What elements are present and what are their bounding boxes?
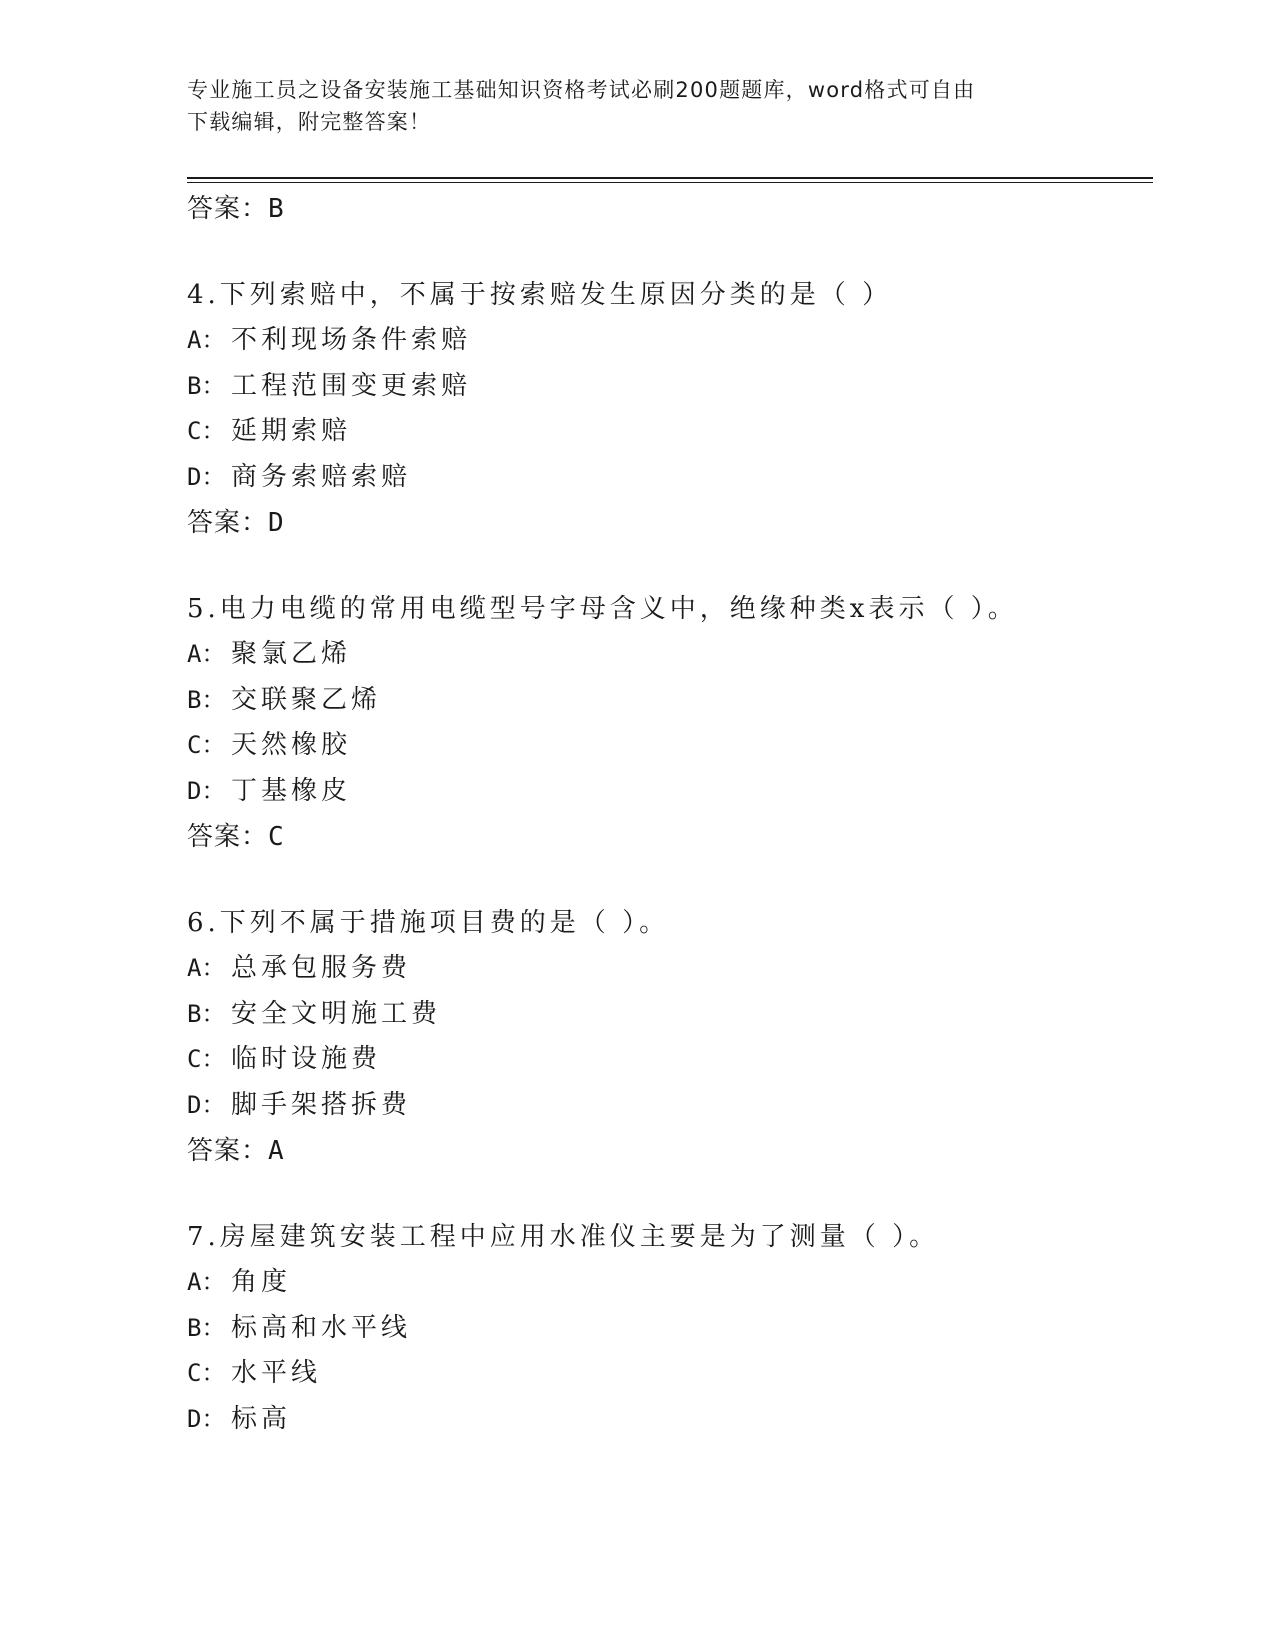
option-key: B： bbox=[187, 685, 226, 714]
header-divider-thin bbox=[187, 182, 1153, 183]
header-line-1: 专业施工员之设备安装施工基础知识资格考试必刷200题题库，word格式可自由 bbox=[187, 78, 976, 102]
answer-line bbox=[187, 500, 1153, 546]
option-a bbox=[187, 632, 1153, 678]
answer-value: D bbox=[268, 508, 285, 538]
option-key: B： bbox=[187, 371, 226, 400]
answer-value: A bbox=[268, 1136, 285, 1166]
option-key: D： bbox=[187, 1404, 226, 1433]
option-key: C： bbox=[187, 731, 226, 759]
option-text: 标高和水平线 bbox=[231, 1312, 412, 1343]
option-text: 不利现场条件索赔 bbox=[231, 325, 472, 355]
question-stem: 6.下列不属于措施项目费的是（ ）。 bbox=[187, 908, 670, 938]
option-text: 临时设施费 bbox=[231, 1044, 382, 1074]
answer-value: B bbox=[268, 194, 285, 224]
header-divider-thick bbox=[187, 177, 1153, 179]
question-item bbox=[187, 586, 1153, 860]
option-text: 丁基橡皮 bbox=[231, 775, 352, 806]
option-key: B： bbox=[187, 1313, 226, 1342]
option-d bbox=[187, 1083, 1153, 1129]
option-b bbox=[187, 678, 1153, 724]
option-text: 交联聚乙烯 bbox=[231, 684, 382, 715]
option-text: 安全文明施工费 bbox=[231, 998, 442, 1029]
option-key: B： bbox=[187, 999, 226, 1028]
option-text: 总承包服务费 bbox=[231, 953, 412, 983]
option-a bbox=[187, 1260, 1153, 1306]
question-stem: 4.下列索赔中，不属于按索赔发生原因分类的是（ ） bbox=[187, 280, 893, 310]
option-d bbox=[187, 1397, 1153, 1443]
option-d bbox=[187, 455, 1153, 501]
option-key: D： bbox=[187, 462, 226, 491]
option-a bbox=[187, 946, 1153, 992]
option-key: C： bbox=[187, 1359, 226, 1387]
option-b bbox=[187, 992, 1153, 1038]
answer-line bbox=[187, 186, 1153, 232]
option-text: 商务索赔索赔 bbox=[231, 461, 412, 492]
question-list bbox=[187, 186, 1153, 1442]
answer-label: 答案： bbox=[187, 1136, 269, 1166]
question-stem: 7.房屋建筑安装工程中应用水准仪主要是为了测量（ ）。 bbox=[187, 1222, 940, 1252]
option-b bbox=[187, 1306, 1153, 1352]
option-key: C： bbox=[187, 1045, 226, 1073]
option-text: 脚手架搭拆费 bbox=[231, 1089, 412, 1120]
question-item bbox=[187, 900, 1153, 1174]
answer-value: C bbox=[268, 822, 285, 852]
option-text: 标高 bbox=[231, 1403, 292, 1434]
option-key: A： bbox=[187, 954, 226, 982]
option-d bbox=[187, 769, 1153, 815]
option-c bbox=[187, 1351, 1153, 1397]
question-item bbox=[187, 272, 1153, 546]
question-item bbox=[187, 1214, 1153, 1442]
option-key: A： bbox=[187, 1268, 226, 1296]
option-key: D： bbox=[187, 776, 226, 805]
option-c bbox=[187, 723, 1153, 769]
option-key: D： bbox=[187, 1090, 226, 1119]
document-header bbox=[187, 74, 1067, 138]
answer-label: 答案： bbox=[187, 194, 269, 224]
answer-label: 答案： bbox=[187, 508, 269, 538]
option-text: 聚氯乙烯 bbox=[231, 639, 352, 669]
option-text: 角度 bbox=[231, 1267, 292, 1297]
header-line-2: 下载编辑，附完整答案！ bbox=[187, 110, 432, 134]
option-key: A： bbox=[187, 640, 226, 668]
option-c bbox=[187, 409, 1153, 455]
answer-label: 答案： bbox=[187, 822, 269, 852]
option-text: 天然橡胶 bbox=[231, 730, 352, 760]
option-b bbox=[187, 364, 1153, 410]
option-a bbox=[187, 318, 1153, 364]
answer-line bbox=[187, 814, 1153, 860]
answer-line bbox=[187, 1128, 1153, 1174]
option-key: C： bbox=[187, 417, 226, 445]
option-text: 水平线 bbox=[231, 1358, 322, 1388]
option-text: 延期索赔 bbox=[231, 416, 352, 446]
question-stem: 5.电力电缆的常用电缆型号字母含义中，绝缘种类x表示（ ）。 bbox=[187, 594, 1018, 624]
option-key: A： bbox=[187, 326, 226, 354]
option-c bbox=[187, 1037, 1153, 1083]
option-text: 工程范围变更索赔 bbox=[231, 370, 472, 401]
